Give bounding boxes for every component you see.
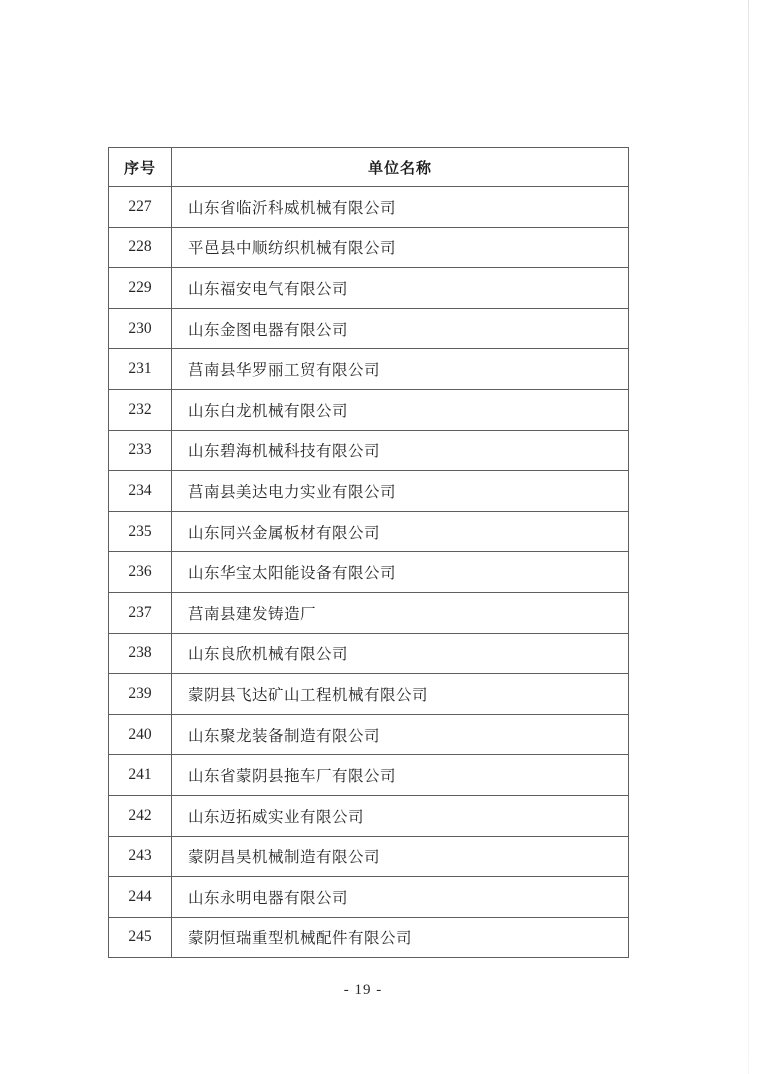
table-row xyxy=(109,268,629,309)
serial-number-cell: 242 xyxy=(109,795,172,836)
table-row xyxy=(109,389,629,430)
table-row xyxy=(109,349,629,390)
serial-number-cell: 229 xyxy=(109,268,172,309)
company-name-cell: 山东永明电器有限公司 xyxy=(172,877,629,918)
company-name-cell: 山东聚龙装备制造有限公司 xyxy=(172,714,629,755)
company-name-cell: 平邑县中顺纺织机械有限公司 xyxy=(172,227,629,268)
serial-number-cell: 239 xyxy=(109,674,172,715)
company-name-cell: 山东金图电器有限公司 xyxy=(172,308,629,349)
serial-number-cell: 238 xyxy=(109,633,172,674)
company-name-cell: 莒南县建发铸造厂 xyxy=(172,592,629,633)
table-row xyxy=(109,917,629,958)
table-row xyxy=(109,308,629,349)
serial-number-cell: 241 xyxy=(109,755,172,796)
serial-number-cell: 228 xyxy=(109,227,172,268)
serial-number-cell: 231 xyxy=(109,349,172,390)
serial-number-cell: 230 xyxy=(109,308,172,349)
serial-number-cell: 243 xyxy=(109,836,172,877)
serial-number-cell: 237 xyxy=(109,592,172,633)
col-header-serial-number: 序号 xyxy=(109,148,172,187)
table-row xyxy=(109,552,629,593)
company-name-cell: 山东良欣机械有限公司 xyxy=(172,633,629,674)
company-name-cell: 山东省蒙阴县拖车厂有限公司 xyxy=(172,755,629,796)
company-name-cell: 蒙阴县飞达矿山工程机械有限公司 xyxy=(172,674,629,715)
table-row xyxy=(109,511,629,552)
serial-number-cell: 233 xyxy=(109,430,172,471)
table-row xyxy=(109,755,629,796)
company-name-cell: 山东迈拓威实业有限公司 xyxy=(172,795,629,836)
company-name-cell: 山东省临沂科威机械有限公司 xyxy=(172,187,629,228)
table-header-row xyxy=(109,148,629,187)
table-header xyxy=(109,148,629,187)
serial-number-cell: 235 xyxy=(109,511,172,552)
scan-page-edge xyxy=(748,0,749,1074)
table-row xyxy=(109,633,629,674)
table-row xyxy=(109,227,629,268)
table-body xyxy=(109,187,629,958)
serial-number-cell: 244 xyxy=(109,877,172,918)
serial-number-cell: 240 xyxy=(109,714,172,755)
table-row xyxy=(109,471,629,512)
company-name-cell: 山东同兴金属板材有限公司 xyxy=(172,511,629,552)
serial-number-cell: 245 xyxy=(109,917,172,958)
col-header-unit-name: 单位名称 xyxy=(172,148,629,187)
table-row xyxy=(109,430,629,471)
company-name-cell: 山东华宝太阳能设备有限公司 xyxy=(172,552,629,593)
table-row xyxy=(109,714,629,755)
page-number: - 19 - xyxy=(343,982,383,998)
table-row xyxy=(109,877,629,918)
table-row xyxy=(109,795,629,836)
table-row xyxy=(109,674,629,715)
company-name-cell: 山东福安电气有限公司 xyxy=(172,268,629,309)
company-name-cell: 莒南县美达电力实业有限公司 xyxy=(172,471,629,512)
serial-number-cell: 236 xyxy=(109,552,172,593)
table-row xyxy=(109,187,629,228)
serial-number-cell: 227 xyxy=(109,187,172,228)
table-row xyxy=(109,592,629,633)
company-name-cell: 山东白龙机械有限公司 xyxy=(172,389,629,430)
company-name-cell: 莒南县华罗丽工贸有限公司 xyxy=(172,349,629,390)
serial-number-cell: 232 xyxy=(109,389,172,430)
company-name-cell: 蒙阴恒瑞重型机械配件有限公司 xyxy=(172,917,629,958)
company-list-table xyxy=(108,147,629,958)
serial-number-cell: 234 xyxy=(109,471,172,512)
company-name-cell: 蒙阴昌昊机械制造有限公司 xyxy=(172,836,629,877)
company-name-cell: 山东碧海机械科技有限公司 xyxy=(172,430,629,471)
table-row xyxy=(109,836,629,877)
